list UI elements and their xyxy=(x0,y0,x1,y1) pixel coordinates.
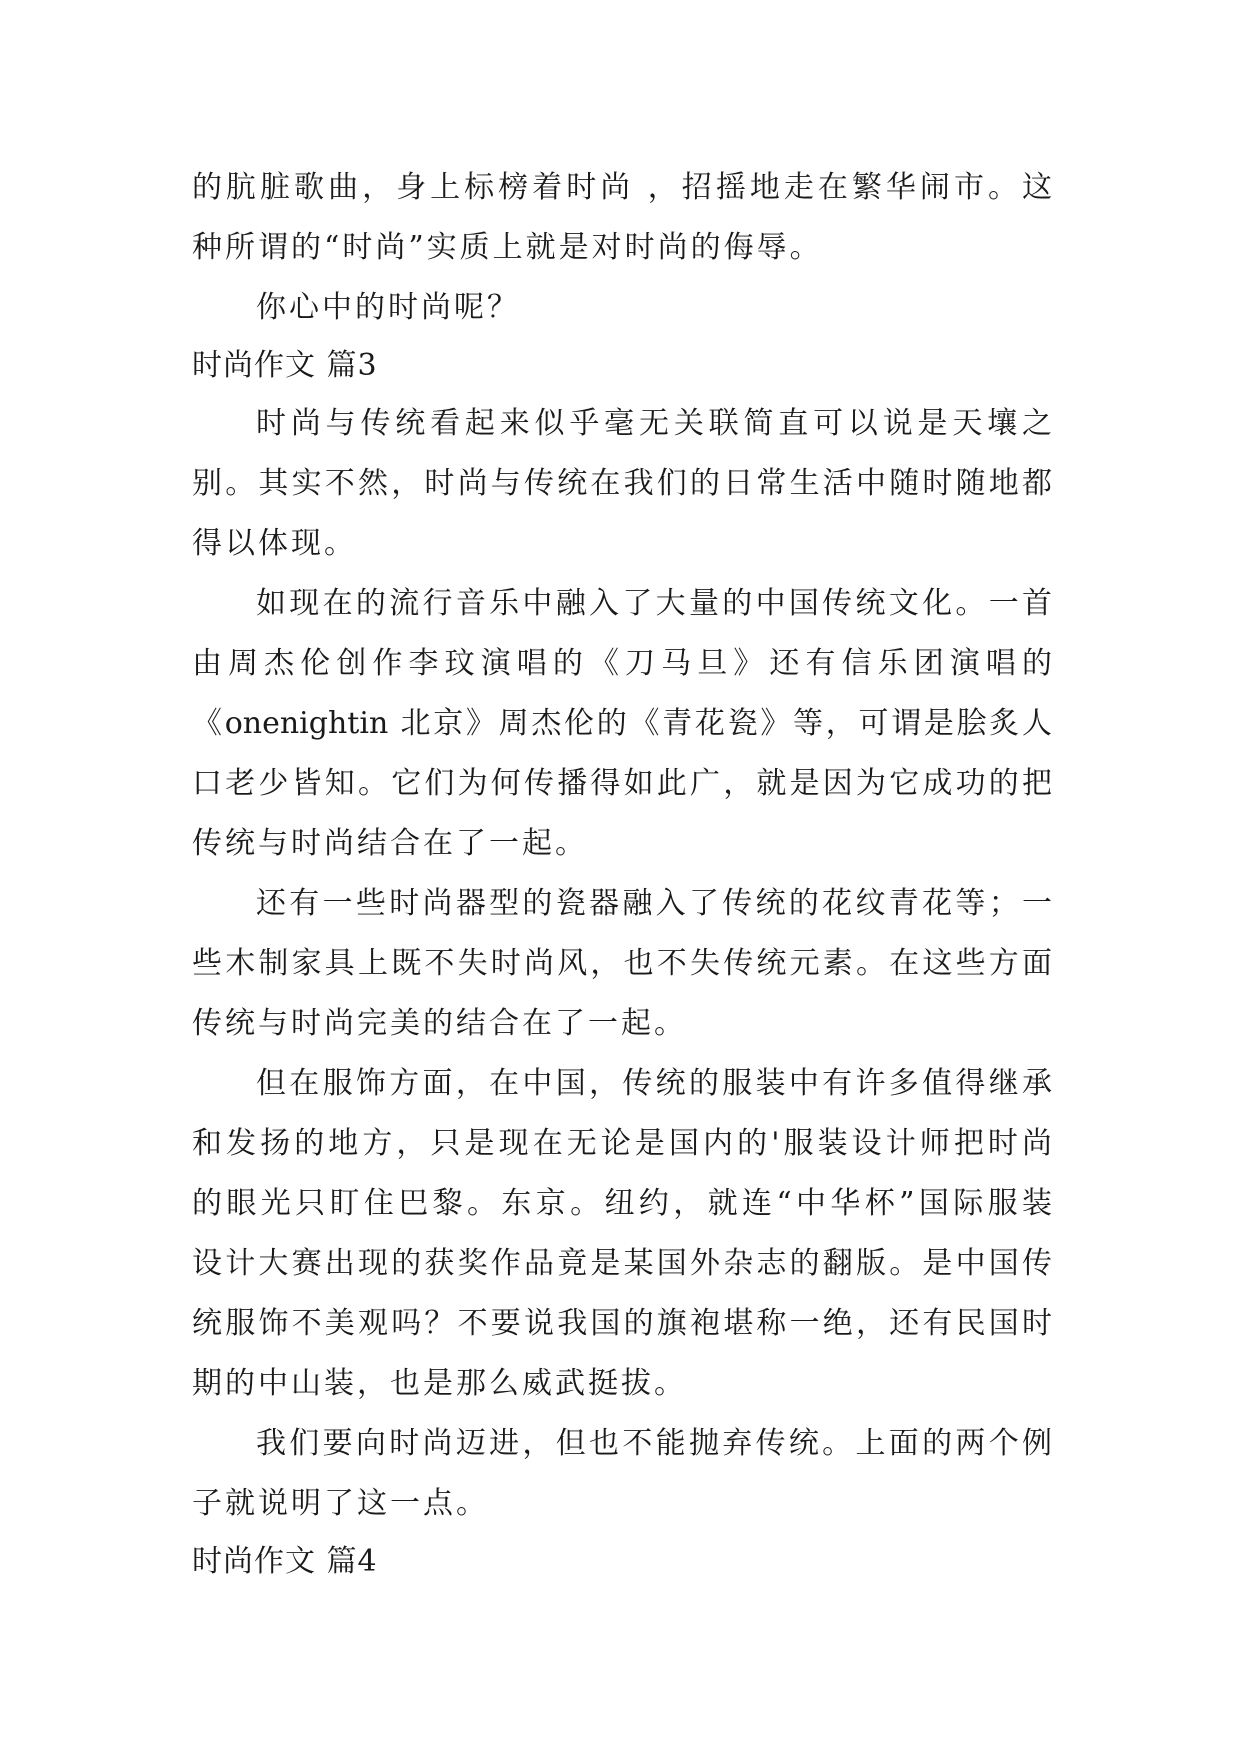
text-line: 统服饰不美观吗？不要说我国的旗袍堪称一绝，还有民国时 xyxy=(192,1306,1052,1341)
text-line: 《onenightin 北京》周杰伦的《青花瓷》等，可谓是脍炙人 xyxy=(192,706,1052,741)
text-line: 传统与时尚结合在了一起。 xyxy=(192,826,588,861)
text-line: 由周杰伦创作李玟演唱的《刀马旦》还有信乐团演唱的 xyxy=(192,646,1052,681)
text-line: 子就说明了这一点。 xyxy=(192,1486,489,1521)
text-line: 和发扬的地方，只是现在无论是国内的'服装设计师把时尚 xyxy=(192,1126,1052,1161)
text-line: 别。其实不然，时尚与传统在我们的日常生活中随时随地都 xyxy=(192,466,1052,501)
section-heading-4: 时尚作文 篇4 xyxy=(192,1544,378,1579)
text-line: 你心中的时尚呢？ xyxy=(256,290,520,325)
text-line: 传统与时尚完美的结合在了一起。 xyxy=(192,1006,687,1041)
text-line: 口老少皆知。它们为何传播得如此广，就是因为它成功的把 xyxy=(192,766,1052,801)
text-line: 得以体现。 xyxy=(192,526,357,561)
text-line: 如现在的流行音乐中融入了大量的中国传统文化。一首 xyxy=(256,586,1052,621)
text-line: 时尚与传统看起来似乎毫无关联简直可以说是天壤之 xyxy=(256,406,1052,441)
text-line: 但在服饰方面，在中国，传统的服装中有许多值得继承 xyxy=(256,1066,1052,1101)
text-line: 设计大赛出现的获奖作品竟是某国外杂志的翻版。是中国传 xyxy=(192,1246,1052,1281)
text-line: 些木制家具上既不失时尚风，也不失传统元素。在这些方面 xyxy=(192,946,1052,981)
text-line: 还有一些时尚器型的瓷器融入了传统的花纹青花等；一 xyxy=(256,886,1052,921)
text-line: 的眼光只盯住巴黎。东京。纽约，就连“中华杯”国际服装 xyxy=(192,1186,1052,1221)
text-line: 我们要向时尚迈进，但也不能抛弃传统。上面的两个例 xyxy=(256,1426,1052,1461)
text-line: 的肮脏歌曲，身上标榜着时尚 ，招摇地走在繁华闹市。这 xyxy=(192,170,1052,205)
text-line: 期的中山装，也是那么威武挺拔。 xyxy=(192,1366,687,1401)
text-line: 种所谓的“时尚”实质上就是对时尚的侮辱。 xyxy=(192,230,823,265)
section-heading-3: 时尚作文 篇3 xyxy=(192,348,378,383)
